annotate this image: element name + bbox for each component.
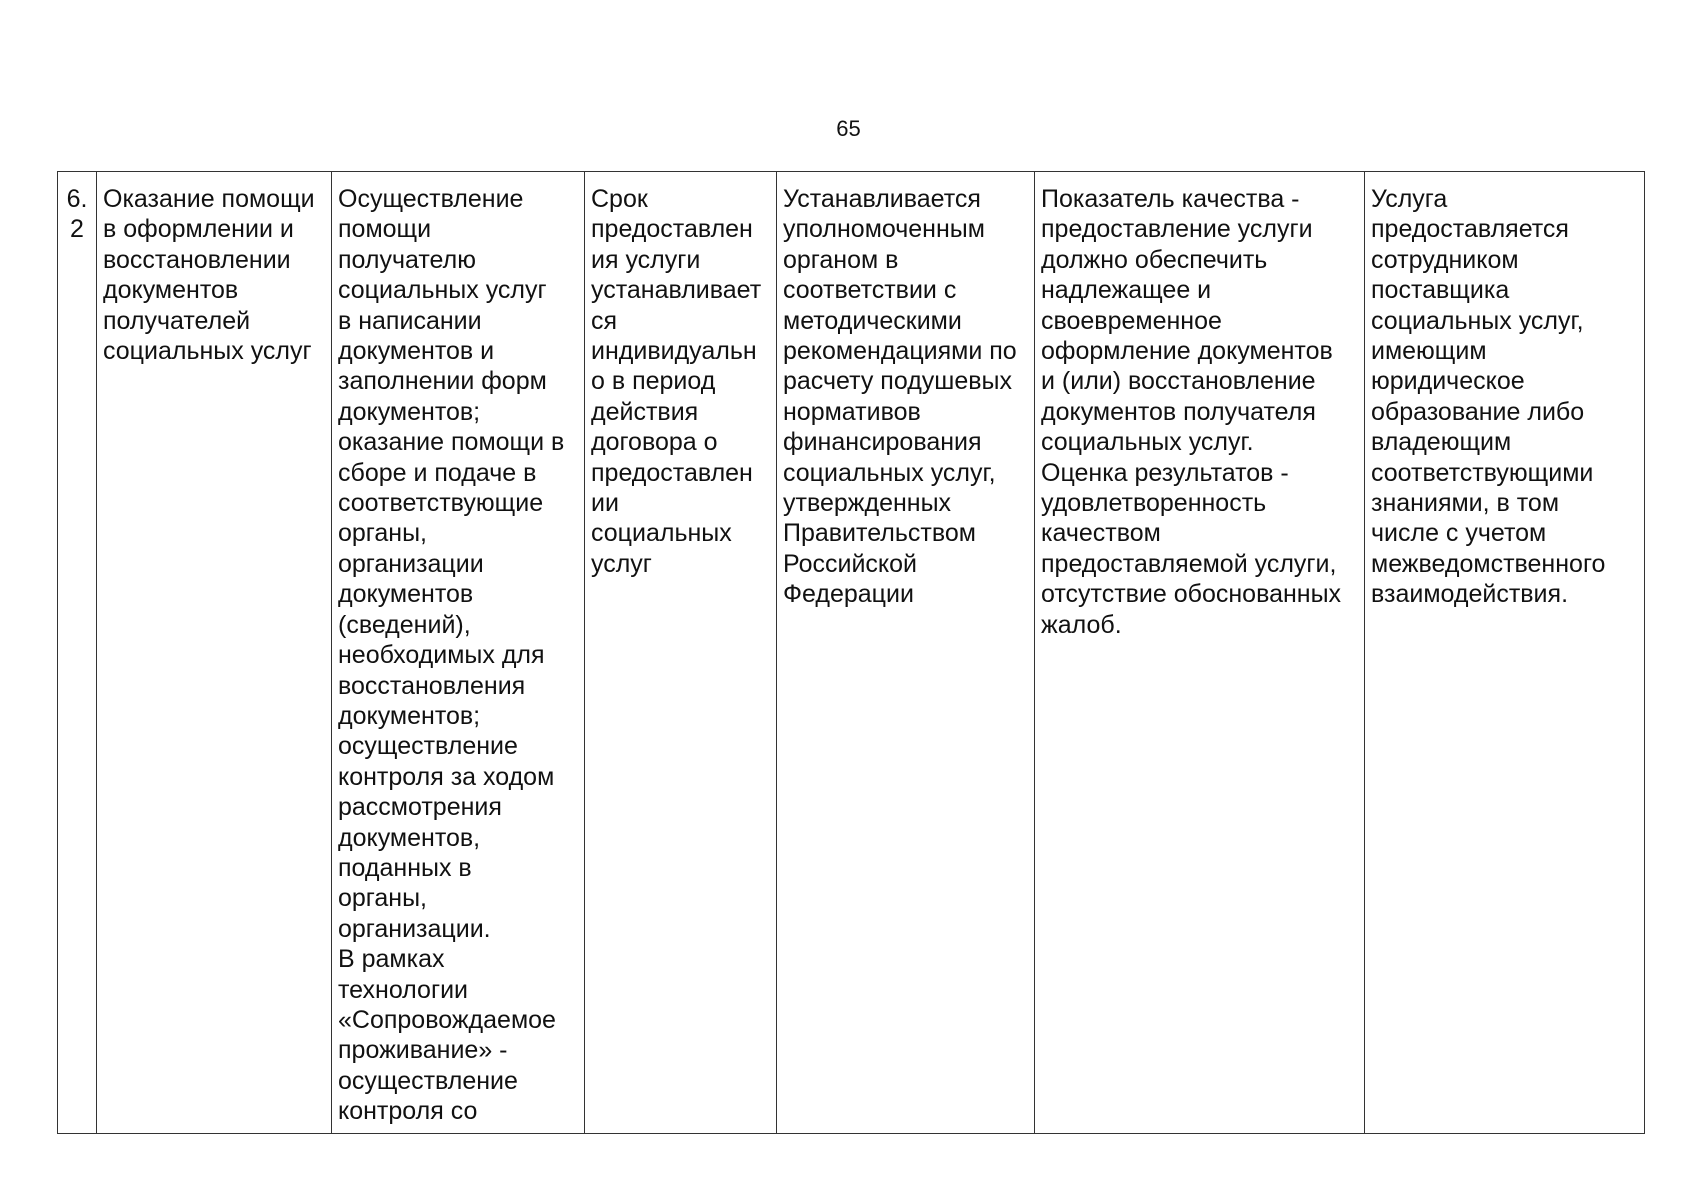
service-conditions-cell: Услуга предоставляется сотрудником поставщика социальных услуг, имеющим юридическое образование либо владеющим соответствующими знаниями, в том числе с учетом межведомственного взаимодействия.	[1365, 172, 1645, 1134]
service-quality-cell: Показатель качества - предоставление услуги должно обеспечить надлежащее и своевременное оформление документов и (или) восстановление документов получателя социальных услуг. Оценка результатов - удовлетворенность качеством предоставляемой услуги, отсутствие обоснованных жалоб.	[1035, 172, 1365, 1134]
service-norm-cell: Устанавливается уполномоченным органом в соответствии с методическими рекомендациями по расчету подушевых нормативов финансирования социальных услуг, утвержденных Правительством Российской Федерации	[777, 172, 1035, 1134]
page-number: 65	[836, 116, 861, 141]
service-term-cell: Срок предоставлен ия услуги устанавливает ся индивидуальн о в период действия договора о предоставлен ии социальных услуг	[585, 172, 777, 1134]
table-row	[58, 172, 1645, 1134]
row-number-cell: 6. 2	[58, 172, 97, 1134]
services-table	[57, 171, 1645, 1134]
service-description-cell: Осуществление помощи получателю социальных услуг в написании документов и заполнении форм документов; оказание помощи в сборе и подаче в соответствующие органы, организации документов (сведений), необходимых для восстановления документов; осуществление контроля за ходом рассмотрения документов, поданных в органы, организации. В рамках технологии «Сопровождаемое проживание» - осуществление контроля со	[332, 172, 585, 1134]
service-name-cell: Оказание помощи в оформлении и восстановлении документов получателей социальных услуг	[97, 172, 332, 1134]
